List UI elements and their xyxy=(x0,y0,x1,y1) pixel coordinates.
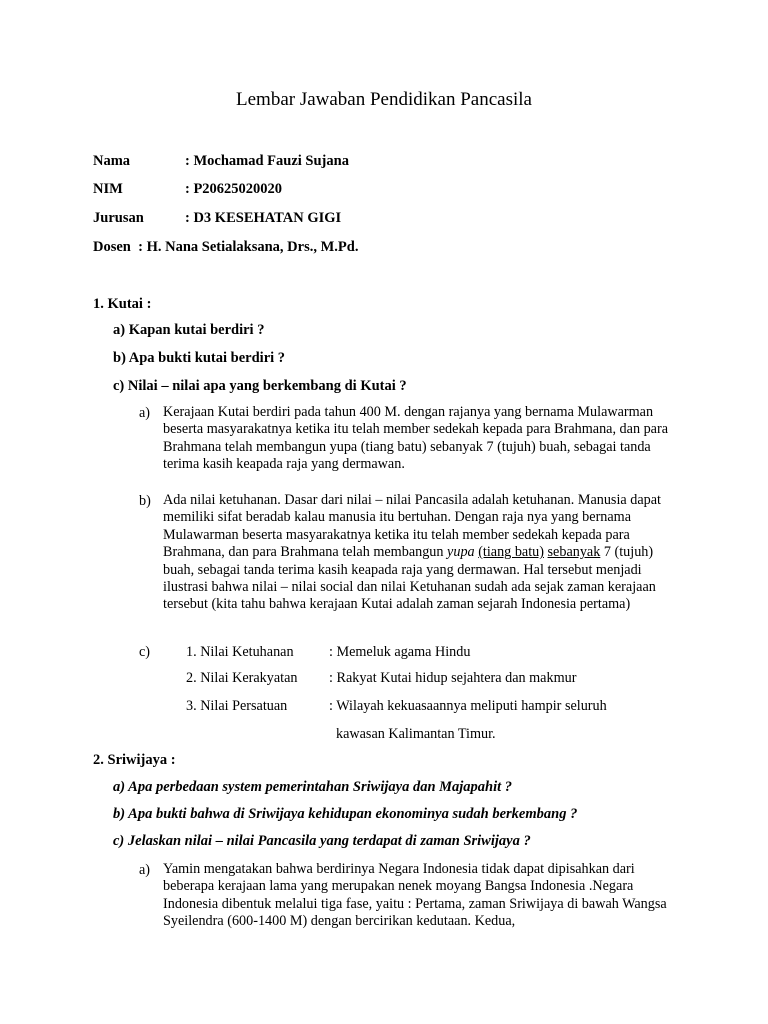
dosen-line: Dosen : H. Nana Setialaksana, Drs., M.Pd. xyxy=(93,239,359,255)
question-1b: b) Apa bukti kutai berdiri ? xyxy=(113,350,286,366)
jurusan-value: : D3 KESEHATAN GIGI xyxy=(185,210,342,226)
question-1a: a) Kapan kutai berdiri ? xyxy=(113,322,265,338)
underlined-tiang-batu: (tiang batu) xyxy=(478,544,544,561)
nilai-item-continuation: kawasan Kalimantan Timur. xyxy=(336,726,496,742)
answer-1c-marker: c) xyxy=(139,644,151,660)
answer-2a-text: Yamin mengatakan bahwa berdirinya Negara Indonesia tidak dapat dipisahkan dari beberapa kerajaan lama yang merupakan nenek moyang Bangsa Indonesia .Negara Indonesia dibentuk melalui tiga fase, yaitu : Pertama, zaman Sriwijaya di bawah Wangsa Syeilendra (600-1400 M) dengan bercirikan kedutaan. Kedua, xyxy=(163,861,667,930)
question-2b: b) Apa bukti bahwa di Sriwijaya kehidupan ekonominya sudah berkembang ? xyxy=(113,806,578,822)
answer-1a-marker: a) xyxy=(139,405,151,421)
nim-label: NIM xyxy=(93,181,123,197)
answer-1b-marker: b) xyxy=(139,493,151,509)
jurusan-label: Jurusan xyxy=(93,210,144,226)
nilai-item-value: : Wilayah kekuasaannya meliputi hampir seluruh xyxy=(329,698,607,714)
answer-1a-text: Kerajaan Kutai berdiri pada tahun 400 M. dengan rajanya yang bernama Mulawarman beserta masyarakatnya ketika itu telah member sedekah kepada para Brahmana, dan para Brahmana telah membangun yupa (tiang batu) sebanyak 7 (tujuh) buah, sebagai tanda terima kasih keapada raja yang dermawan. xyxy=(163,404,668,473)
answer-2a-marker: a) xyxy=(139,862,151,878)
nilai-item-label: 2. Nilai Kerakyatan xyxy=(186,670,298,686)
nim-value: : P20625020020 xyxy=(185,181,283,197)
question-1c: c) Nilai – nilai apa yang berkembang di Kutai ? xyxy=(113,378,407,394)
italic-word-yupa: yupa xyxy=(447,544,475,561)
section-heading-sriwijaya: 2. Sriwijaya : xyxy=(93,752,176,768)
nama-value: : Mochamad Fauzi Sujana xyxy=(185,153,349,169)
nilai-item-value: : Memeluk agama Hindu xyxy=(329,644,471,660)
underlined-sebanyak: sebanyak xyxy=(547,544,601,561)
nilai-item-value: : Rakyat Kutai hidup sejahtera dan makmur xyxy=(329,670,577,686)
answer-1b-text: Ada nilai ketuhanan. Dasar dari nilai – nilai Pancasila adalah ketuhanan. Manusia dapat memiliki sifat beradab kalau manusia itu bertuhan. Dengan raja nya yang bernama Mulawarman beserta masyarakatnya ketika itu telah member sedekah kepada para Brahmana, dan para Brahmana telah membangun yupa (tiang batu) sebanyak 7 (tujuh) buah, sebagai tanda terima kasih keapada raja yang dermawan. Hal tersebut menjadi ilustrasi bahwa nilai – nilai social dan nilai Ketuhanan sudah ada sejak zaman kerajaan tersebut (kita tahu bahwa kerajaan Kutai adalah zaman sejarah Indonesia pertama) xyxy=(163,492,661,613)
nama-label: Nama xyxy=(93,153,131,169)
nilai-item-label: 3. Nilai Persatuan xyxy=(186,698,288,714)
question-2a: a) Apa perbedaan system pemerintahan Sriwijaya dan Majapahit ? xyxy=(113,779,513,795)
section-heading-kutai: 1. Kutai : xyxy=(93,296,152,312)
nilai-item-label: 1. Nilai Ketuhanan xyxy=(186,644,294,660)
question-2c: c) Jelaskan nilai – nilai Pancasila yang terdapat di zaman Sriwijaya ? xyxy=(113,833,531,849)
document-title: Lembar Jawaban Pendidikan Pancasila xyxy=(236,89,532,110)
